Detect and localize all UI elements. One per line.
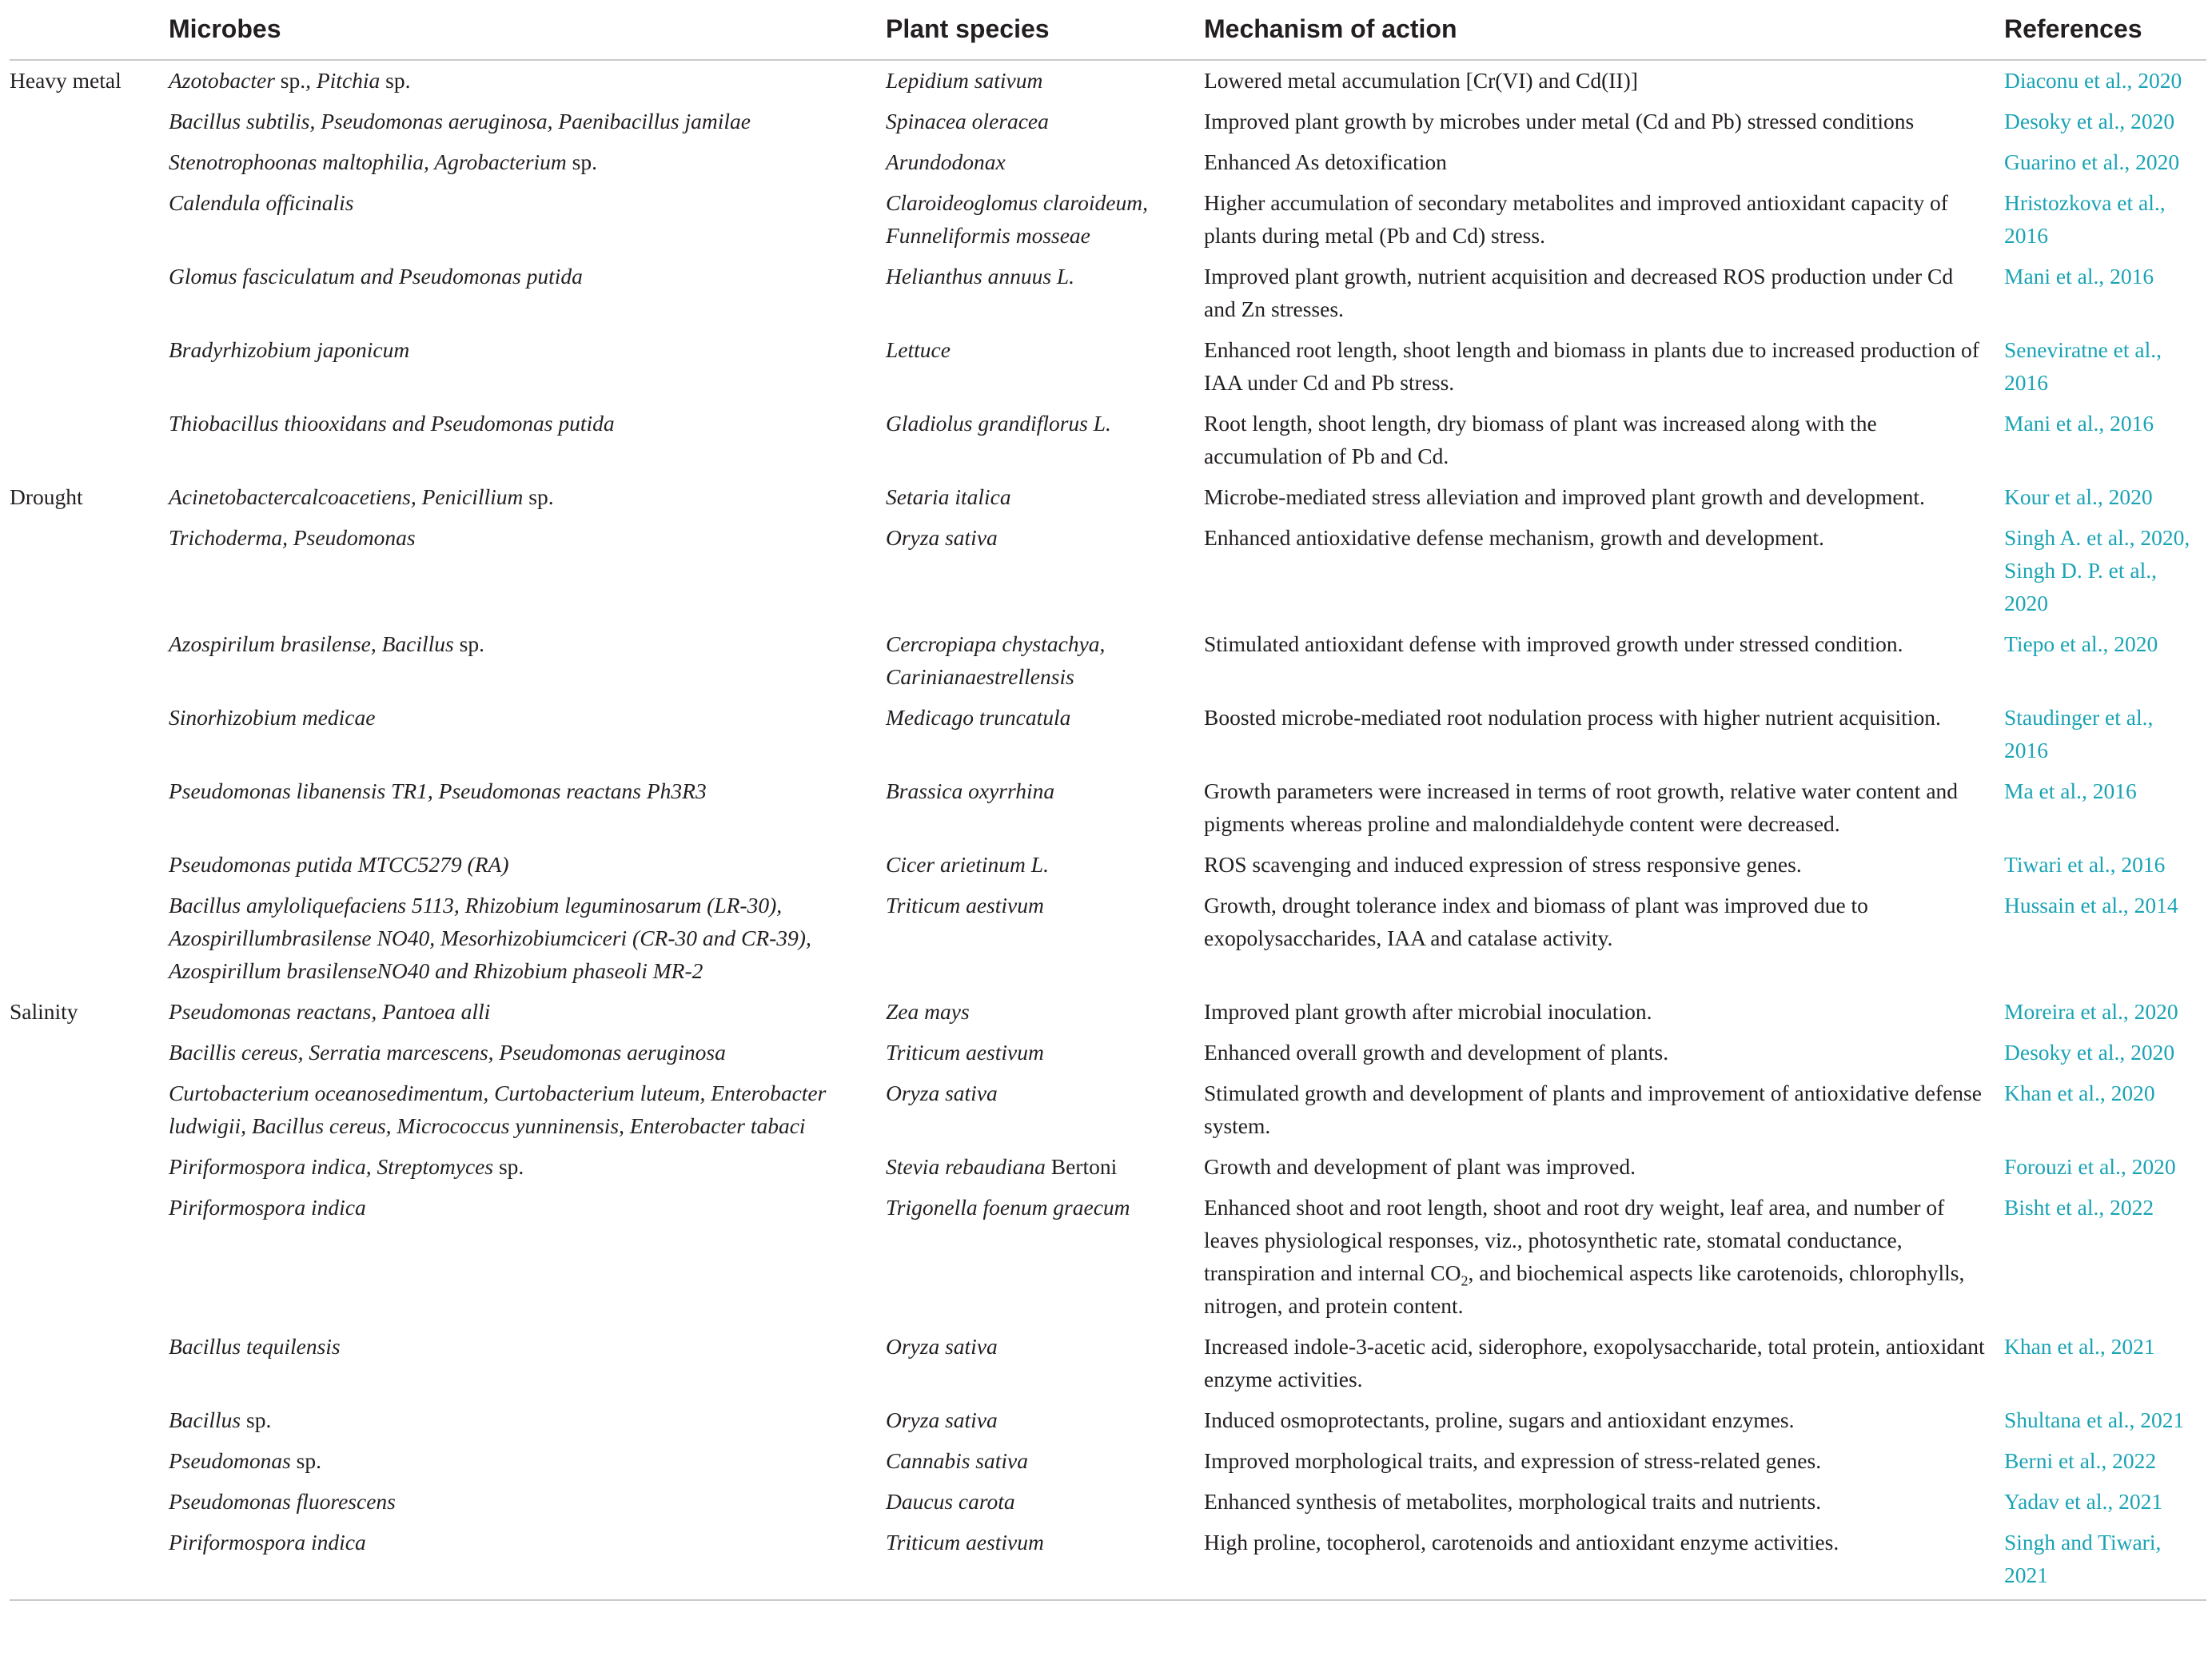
reference-link[interactable]: Yadav et al., 2021 [2004, 1489, 2163, 1514]
mechanism-cell: Induced osmoprotectants, proline, sugars and antioxidant enzymes. [1204, 1407, 1795, 1432]
plant-species-cell: Helianthus annuus L. [886, 264, 1075, 289]
table-row [10, 1441, 2206, 1482]
mechanism-cell: Boosted microbe-mediated root nodulation process with higher nutrient acquisition. [1204, 705, 1941, 730]
plant-species-cell: Daucus carota [886, 1489, 1015, 1514]
reference-link[interactable]: Singh A. et al., 2020, Singh D. P. et al., 2020 [2004, 525, 2190, 615]
table-row [10, 1400, 2206, 1441]
stress-category [10, 771, 169, 845]
table-row [10, 518, 2206, 624]
table-row [10, 330, 2206, 404]
microbes-cell: Calendula officinalis [169, 190, 354, 215]
mechanism-cell: Lowered metal accumulation [Cr(VI) and Cd(II)] [1204, 68, 1638, 93]
microbes-cell: Bacillus subtilis, Pseudomonas aeruginosa, Paenibacillus jamilae [169, 109, 751, 133]
plant-species-cell: Medicago truncatula [886, 705, 1071, 730]
table-row [10, 404, 2206, 477]
microbes-cell: Glomus fasciculatum and Pseudomonas putida [169, 264, 583, 289]
mechanism-cell: Higher accumulation of secondary metabolites and improved antioxidant capacity of plants during metal (Pb and Cd) stress. [1204, 190, 1948, 248]
microbes-cell: Pseudomonas libanensis TR1, Pseudomonas reactans Ph3R3 [169, 778, 707, 803]
microbes-cell: Piriformospora indica [169, 1195, 366, 1220]
stress-category [10, 142, 169, 183]
table-body [10, 60, 2206, 1600]
stress-category [10, 1523, 169, 1600]
mechanism-cell: Enhanced overall growth and development of plants. [1204, 1040, 1669, 1065]
reference-link[interactable]: Diaconu et al., 2020 [2004, 68, 2182, 93]
stress-category [10, 624, 169, 698]
plant-species-cell: Oryza sativa [886, 1081, 998, 1105]
mechanism-cell: Stimulated antioxidant defense with improved growth under stressed condition. [1204, 631, 1903, 656]
table-row [10, 845, 2206, 886]
table-row [10, 1523, 2206, 1600]
table-row [10, 886, 2206, 992]
mechanism-cell: Enhanced root length, shoot length and biomass in plants due to increased production of IAA under Cd and Pb stress. [1204, 337, 1979, 395]
microbes-cell: Piriformospora indica [169, 1523, 886, 1600]
reference-link[interactable]: Staudinger et al., 2016 [2004, 705, 2154, 762]
stress-category [10, 183, 169, 257]
header-microbes: Microbes [169, 0, 886, 60]
stress-category [10, 1327, 169, 1400]
table-row [10, 477, 2206, 518]
microbes-cell: Stenotrophoonas maltophilia, Agrobacterium sp. [169, 149, 597, 174]
microbes-cell: Bacillus sp. [169, 1407, 272, 1432]
mechanism-cell: Enhanced antioxidative defense mechanism, growth and development. [1204, 525, 1824, 550]
stress-category [10, 330, 169, 404]
mechanism-cell: Improved plant growth after microbial inoculation. [1204, 999, 1652, 1024]
reference-link[interactable]: Singh and Tiwari, 2021 [2004, 1523, 2206, 1600]
stress-category: Salinity [10, 999, 78, 1024]
reference-link[interactable]: Mani et al., 2016 [2004, 264, 2154, 289]
stress-category [10, 1147, 169, 1188]
plant-species-cell: Cicer arietinum L. [886, 852, 1049, 877]
stress-category: Drought [10, 484, 83, 509]
table-row [10, 624, 2206, 698]
header-references: References [2004, 0, 2206, 60]
reference-link[interactable]: Tiepo et al., 2020 [2004, 631, 2158, 656]
stress-category [10, 845, 169, 886]
stress-category [10, 1073, 169, 1147]
mechanism-cell: Growth, drought tolerance index and biomass of plant was improved due to exopolysaccharides, IAA and catalase activity. [1204, 893, 1868, 950]
table-row [10, 1482, 2206, 1523]
table-row [10, 992, 2206, 1033]
mechanism-cell: Stimulated growth and development of plants and improvement of antioxidative defense system. [1204, 1081, 1982, 1138]
plant-species-cell: Brassica oxyrrhina [886, 778, 1055, 803]
reference-link[interactable]: Hussain et al., 2014 [2004, 893, 2178, 918]
microbes-cell: Bacillis cereus, Serratia marcescens, Pseudomonas aeruginosa [169, 1040, 726, 1065]
reference-link[interactable]: Moreira et al., 2020 [2004, 999, 2178, 1024]
plant-species-cell: Cercropiapa chystachya, Carinianaestrellensis [886, 631, 1106, 689]
reference-link[interactable]: Ma et al., 2016 [2004, 778, 2137, 803]
microbes-cell: Pseudomonas fluorescens [169, 1489, 396, 1514]
microbes-cell: Trichoderma, Pseudomonas [169, 525, 416, 550]
table-row [10, 698, 2206, 771]
header-mechanism: Mechanism of action [1204, 0, 2004, 60]
reference-link[interactable]: Berni et al., 2022 [2004, 1448, 2157, 1473]
mechanism-cell: Enhanced synthesis of metabolites, morphological traits and nutrients. [1204, 1489, 1822, 1514]
plant-species-cell: Triticum aestivum [886, 893, 1044, 918]
stress-category [10, 1400, 169, 1441]
reference-link[interactable]: Hristozkova et al., 2016 [2004, 190, 2166, 248]
table-row [10, 102, 2206, 142]
table-row [10, 1188, 2206, 1327]
stress-category [10, 518, 169, 624]
microbes-cell: Acinetobactercalcoacetiens, Penicillium sp. [169, 484, 554, 509]
microbes-cell: Curtobacterium oceanosedimentum, Curtobacterium luteum, Enterobacter ludwigii, Bacillus cereus, Micrococcus yunninensis, Enterobacter tabaci [169, 1081, 827, 1138]
microbes-cell: Pseudomonas sp. [169, 1448, 321, 1473]
header-plant-species: Plant species [886, 0, 1204, 60]
table-row [10, 257, 2206, 330]
reference-link[interactable]: Desoky et al., 2020 [2004, 109, 2175, 133]
reference-link[interactable]: Shultana et al., 2021 [2004, 1407, 2185, 1432]
plant-species-cell: Zea mays [886, 999, 970, 1024]
mechanism-cell: High proline, tocopherol, carotenoids and antioxidant enzyme activities. [1204, 1523, 2004, 1600]
stress-category [10, 1441, 169, 1482]
table-row [10, 771, 2206, 845]
plant-species-cell: Setaria italica [886, 484, 1011, 509]
stress-category [10, 257, 169, 330]
reference-link[interactable]: Guarino et al., 2020 [2004, 149, 2180, 174]
microbes-cell: Pseudomonas reactans, Pantoea alli [169, 999, 491, 1024]
stress-category [10, 404, 169, 477]
plant-species-cell: Lettuce [886, 337, 951, 362]
plant-species-cell: Oryza sativa [886, 1407, 998, 1432]
plant-species-cell: Cannabis sativa [886, 1448, 1028, 1473]
plant-species-cell: Spinacea oleracea [886, 109, 1049, 133]
microbes-cell: Bacillus tequilensis [169, 1334, 341, 1359]
mechanism-cell: Growth parameters were increased in terms of root growth, relative water content and pigments whereas proline and malondialdehyde content were decreased. [1204, 778, 1959, 836]
stress-category: Heavy metal [10, 68, 122, 93]
mechanism-cell: Enhanced As detoxification [1204, 149, 1447, 174]
stress-microbe-table [10, 0, 2206, 1601]
mechanism-cell: Increased indole-3-acetic acid, siderophore, exopolysaccharide, total protein, antioxidant enzyme activities. [1204, 1334, 1985, 1391]
reference-link[interactable]: Mani et al., 2016 [2004, 411, 2154, 436]
table-row [10, 1147, 2206, 1188]
mechanism-cell: Improved plant growth by microbes under metal (Cd and Pb) stressed conditions [1204, 109, 1915, 133]
plant-species-cell: Stevia rebaudiana Bertoni [886, 1154, 1118, 1179]
mechanism-cell: Improved plant growth, nutrient acquisition and decreased ROS production under Cd and Zn stresses. [1204, 264, 1954, 321]
microbes-cell: Pseudomonas putida MTCC5279 (RA) [169, 852, 509, 877]
mechanism-cell: ROS scavenging and induced expression of stress responsive genes. [1204, 852, 1802, 877]
reference-link[interactable]: Desoky et al., 2020 [2004, 1040, 2175, 1065]
plant-species-cell: Gladiolus grandiflorus L. [886, 411, 1111, 436]
stress-category [10, 102, 169, 142]
mechanism-cell: Root length, shoot length, dry biomass of plant was increased along with the accumulation of Pb and Cd. [1204, 411, 1877, 468]
plant-species-cell: Claroideoglomus claroideum, Funneliformis mosseae [886, 190, 1148, 248]
microbes-cell: Thiobacillus thiooxidans and Pseudomonas putida [169, 411, 615, 436]
reference-link[interactable]: Seneviratne et al., 2016 [2004, 337, 2162, 395]
microbes-cell: Sinorhizobium medicae [169, 705, 376, 730]
microbes-cell: Azotobacter sp., Pitchia sp. [169, 68, 411, 93]
stress-category [10, 1188, 169, 1327]
reference-link[interactable]: Khan et al., 2020 [2004, 1081, 2155, 1105]
reference-link[interactable]: Kour et al., 2020 [2004, 484, 2153, 509]
mechanism-cell: Improved morphological traits, and expression of stress-related genes. [1204, 1448, 1822, 1473]
plant-species-cell: Oryza sativa [886, 1334, 998, 1359]
stress-category [10, 1482, 169, 1523]
microbes-cell: Piriformospora indica, Streptomyces sp. [169, 1154, 524, 1179]
stress-category [10, 886, 169, 992]
table-row [10, 183, 2206, 257]
mechanism-cell: Enhanced shoot and root length, shoot and root dry weight, leaf area, and number of leaves physiological responses, viz., photosynthetic rate, stomatal conductance, transpiration and internal $CO_2$, and biochemical aspects like carotenoids, chlorophylls, nitrogen, and protein content. [1204, 1195, 1965, 1318]
table-header-row [10, 0, 2206, 60]
plant-species-cell: Triticum aestivum [886, 1040, 1044, 1065]
table-row [10, 1033, 2206, 1073]
table-row [10, 1327, 2206, 1400]
table-row [10, 60, 2206, 102]
table-row [10, 1073, 2206, 1147]
plant-species-cell: Arundodonax [886, 149, 1006, 174]
reference-link[interactable]: Forouzi et al., 2020 [2004, 1154, 2176, 1179]
table-row [10, 142, 2206, 183]
stress-category [10, 698, 169, 771]
header-category [10, 0, 169, 60]
reference-link[interactable]: Tiwari et al., 2016 [2004, 852, 2166, 877]
plant-species-cell: Oryza sativa [886, 525, 998, 550]
reference-link[interactable]: Bisht et al., 2022 [2004, 1195, 2154, 1220]
mechanism-cell: Microbe-mediated stress alleviation and improved plant growth and development. [1204, 484, 1925, 509]
mechanism-cell: Growth and development of plant was improved. [1204, 1154, 1636, 1179]
microbes-cell: Bradyrhizobium japonicum [169, 337, 410, 362]
plant-species-cell: Triticum aestivum [886, 1523, 1204, 1600]
microbes-cell: Azospirilum brasilense, Bacillus sp. [169, 631, 484, 656]
plant-species-cell: Trigonella foenum graecum [886, 1195, 1130, 1220]
microbes-cell: Bacillus amyloliquefaciens 5113, Rhizobium leguminosarum (LR-30), Azospirillumbrasilense NO40, Mesorhizobiumciceri (CR-30 and CR-39), Azospirillum brasilenseNO40 and Rhizobium phaseoli MR-2 [169, 893, 811, 983]
reference-link[interactable]: Khan et al., 2021 [2004, 1334, 2155, 1359]
stress-category [10, 1033, 169, 1073]
plant-species-cell: Lepidium sativum [886, 68, 1043, 93]
